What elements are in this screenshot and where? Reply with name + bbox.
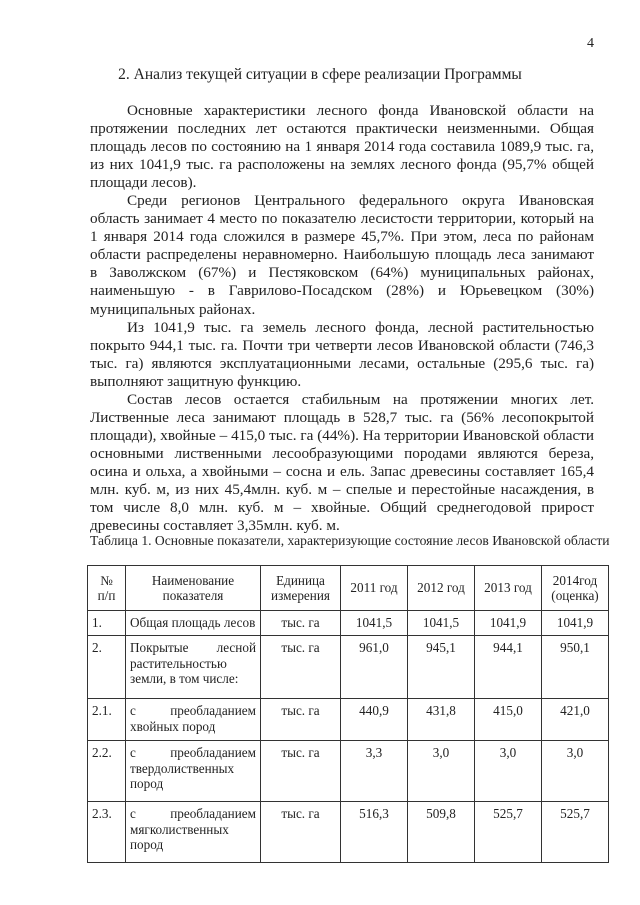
header-2011: 2011 год: [341, 566, 408, 611]
cell-unit: тыс. га: [261, 699, 341, 741]
cell-no: 2.3.: [88, 802, 126, 863]
cell-2013: 415,0: [475, 699, 542, 741]
header-no: № п/п: [88, 566, 126, 611]
header-2013: 2013 год: [475, 566, 542, 611]
cell-2011: 440,9: [341, 699, 408, 741]
cell-name: Покрытые лесной растительностью земли, в том числе:: [126, 636, 261, 699]
cell-2014: 525,7: [542, 802, 609, 863]
cell-2012: 3,0: [408, 741, 475, 802]
paragraph: Из 1041,9 тыс. га земель лесного фонда, лесной растительностью покрыто 944,1 тыс. га. Почти три четверти лесов Ивановской области (746,3 тыс. га) являются эксплуатационными лесами, остальные (295,6 тыс. га) выполняют защитную функцию.: [90, 318, 594, 390]
cell-2011: 961,0: [341, 636, 408, 699]
paragraph: Среди регионов Центрального федерального округа Ивановская область занимает 4 место по показателю лесистости территории, который на 1 января 2014 года сложился в размере 45,7%. При этом, леса по районам области распределены неравномерно. Наибольшую площадь леса занимают в Заволжском (67%) и Пестяковском (64%) муниципальных районах, наименьшую - в Гаврилово-Посадском (28%) и Юрьевецком (30%) муниципальных районах.: [90, 192, 594, 318]
cell-name: Общая площадь лесов: [126, 611, 261, 636]
page-number: 4: [587, 36, 594, 51]
paragraph: Состав лесов остается стабильным на протяжении многих лет. Лиственные леса занимают площадь в 528,7 тыс. га (56% лесопокрытой площади), хвойные – 415,0 тыс. га (44%). На территории Ивановской области основными лиственными лесообразующими породами являются береза, осина и ольха, а хвойными – сосна и ель. Запас древесины составляет 165,4 млн. куб. м, из них 45,4млн. куб. м – спелые и перестойные насаждения, в том числе 8,0 млн. куб. м – хвойные. Общий среднегодовой прирост древесины составляет 3,35млн. куб. м.: [90, 390, 594, 535]
cell-2013: 3,0: [475, 741, 542, 802]
header-name: Наименование показателя: [126, 566, 261, 611]
cell-no: 2.1.: [88, 699, 126, 741]
cell-2013: 525,7: [475, 802, 542, 863]
cell-no: 1.: [88, 611, 126, 636]
cell-no: 2.: [88, 636, 126, 699]
cell-2012: 1041,5: [408, 611, 475, 636]
cell-name: с преобладанием мягколиственных пород: [126, 802, 261, 863]
cell-2014: 1041,9: [542, 611, 609, 636]
cell-unit: тыс. га: [261, 741, 341, 802]
table-row: [88, 699, 609, 741]
table-caption: Таблица 1. Основные показатели, характеризующие состояние лесов Ивановской области: [90, 533, 610, 548]
table-row: [88, 611, 609, 636]
cell-name: с преобладанием хвойных пород: [126, 699, 261, 741]
header-2012: 2012 год: [408, 566, 475, 611]
table-header-row: [88, 566, 609, 611]
table-row: [88, 636, 609, 699]
section-title: 2. Анализ текущей ситуации в сфере реализации Программы: [118, 66, 522, 83]
cell-unit: тыс. га: [261, 802, 341, 863]
cell-unit: тыс. га: [261, 611, 341, 636]
body-text: [90, 102, 594, 535]
header-unit: Единица измерения: [261, 566, 341, 611]
cell-2014: 950,1: [542, 636, 609, 699]
cell-2011: 1041,5: [341, 611, 408, 636]
cell-2012: 509,8: [408, 802, 475, 863]
cell-2011: 3,3: [341, 741, 408, 802]
cell-2014: 3,0: [542, 741, 609, 802]
cell-2012: 945,1: [408, 636, 475, 699]
header-2014: 2014год (оценка): [542, 566, 609, 611]
cell-no: 2.2.: [88, 741, 126, 802]
cell-2013: 944,1: [475, 636, 542, 699]
cell-2013: 1041,9: [475, 611, 542, 636]
cell-name: с преобладанием твердолиственных пород: [126, 741, 261, 802]
cell-2014: 421,0: [542, 699, 609, 741]
table-row: [88, 741, 609, 802]
cell-2012: 431,8: [408, 699, 475, 741]
cell-unit: тыс. га: [261, 636, 341, 699]
cell-2011: 516,3: [341, 802, 408, 863]
paragraph: Основные характеристики лесного фонда Ивановской области на протяжении последних лет остаются практически неизменными. Общая площадь лесов по состоянию на 1 января 2014 года составила 1089,9 тыс. га, из них 1041,9 тыс. га расположены на землях лесного фонда (95,7% общей площади лесов).: [90, 102, 594, 192]
table-row: [88, 802, 609, 863]
indicators-table: [87, 565, 609, 863]
